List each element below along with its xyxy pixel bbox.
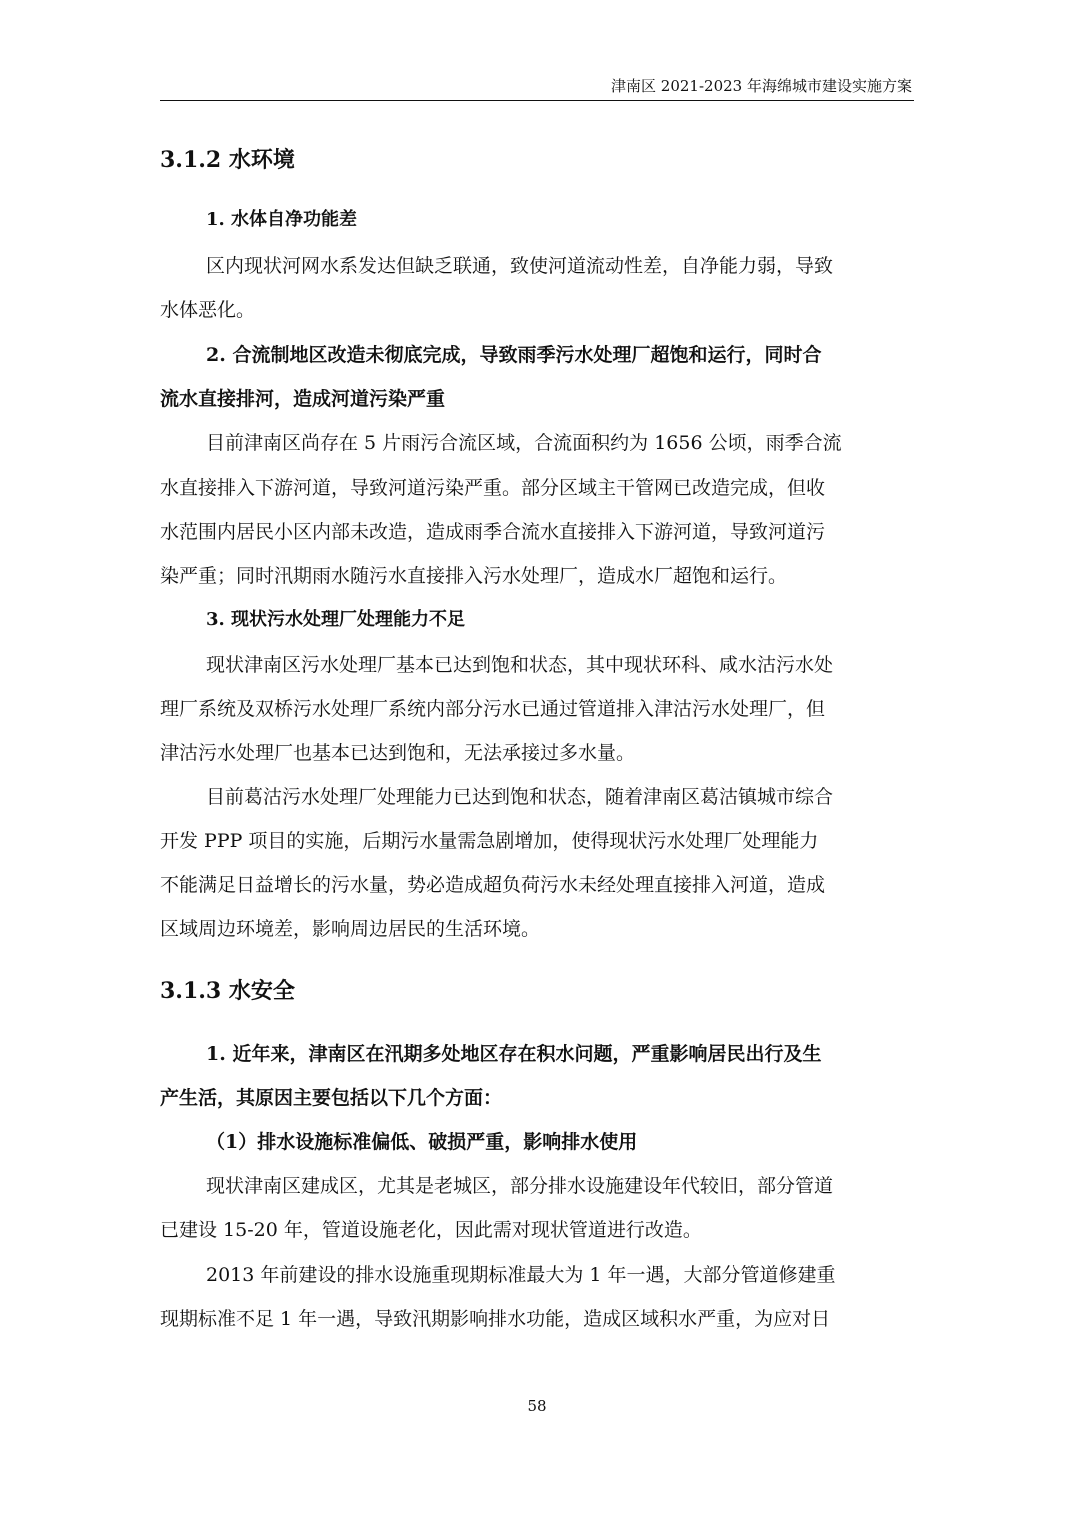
subheading-treatment-capacity: 3. 现状污水处理厂处理能力不足 bbox=[206, 609, 466, 630]
subheading-drainage-standard: （1）排水设施标准偏低、破损严重，影响排水使用 bbox=[206, 1131, 638, 1153]
paragraph-line: 已建设 15-20 年，管道设施老化，因此需对现状管道进行改造。 bbox=[160, 1219, 702, 1241]
header-title: 津南区 2021-2023 年海绵城市建设实施方案 bbox=[611, 77, 912, 95]
paragraph-line: 现期标准不足 1 年一遇，导致汛期影响排水功能，造成区域积水严重，为应对日 bbox=[160, 1308, 831, 1330]
paragraph-line: 现状津南区污水处理厂基本已达到饱和状态，其中现状环科、咸水沽污水处 bbox=[206, 654, 834, 676]
subheading-waterlogging: 1. 近年来，津南区在汛期多处地区存在积水问题，严重影响居民出行及生 bbox=[206, 1043, 822, 1065]
paragraph-line: 津沽污水处理厂也基本已达到饱和，无法承接过多水量。 bbox=[160, 742, 636, 764]
subheading-combined-sewer: 2. 合流制地区改造未彻底完成，导致雨季污水处理厂超饱和运行，同时合 bbox=[206, 344, 822, 366]
paragraph-line: 水体恶化。 bbox=[160, 299, 256, 321]
subheading-water-self-purification: 1. 水体自净功能差 bbox=[206, 209, 358, 230]
paragraph-line: 2013 年前建设的排水设施重现期标准最大为 1 年一遇，大部分管道修建重 bbox=[206, 1264, 836, 1286]
section-heading-3-1-2: 3.1.2 水环境 bbox=[160, 147, 295, 173]
paragraph-line: 目前津南区尚存在 5 片雨污合流区域，合流面积约为 1656 公顷，雨季合流 bbox=[206, 432, 842, 454]
paragraph-line: 理厂系统及双桥污水处理厂系统内部分污水已通过管道排入津沽污水处理厂，但 bbox=[160, 698, 826, 720]
page-header bbox=[160, 76, 914, 101]
section-heading-3-1-3: 3.1.3 水安全 bbox=[160, 978, 295, 1004]
page-number: 58 bbox=[527, 1397, 547, 1415]
paragraph-line: 区内现状河网水系发达但缺乏联通，致使河道流动性差，自净能力弱，导致 bbox=[206, 255, 834, 277]
paragraph-line: 染严重；同时汛期雨水随污水直接排入污水处理厂，造成水厂超饱和运行。 bbox=[160, 565, 788, 587]
subheading-combined-sewer-cont: 流水直接排河，造成河道污染严重 bbox=[160, 388, 446, 410]
paragraph-line: 不能满足日益增长的污水量，势必造成超负荷污水未经处理直接排入河道，造成 bbox=[160, 874, 826, 896]
paragraph-line: 现状津南区建成区，尤其是老城区，部分排水设施建设年代较旧，部分管道 bbox=[206, 1175, 834, 1197]
paragraph-line: 开发 PPP 项目的实施，后期污水量需急剧增加，使得现状污水处理厂处理能力 bbox=[160, 830, 819, 852]
paragraph-line: 水直接排入下游河道，导致河道污染严重。部分区域主干管网已改造完成，但收 bbox=[160, 477, 826, 499]
paragraph-line: 区域周边环境差，影响周边居民的生活环境。 bbox=[160, 918, 541, 940]
paragraph-line: 水范围内居民小区内部未改造，造成雨季合流水直接排入下游河道，导致河道污 bbox=[160, 521, 826, 543]
paragraph-line: 目前葛沽污水处理厂处理能力已达到饱和状态，随着津南区葛沽镇城市综合 bbox=[206, 786, 834, 808]
subheading-waterlogging-cont: 产生活，其原因主要包括以下几个方面： bbox=[160, 1087, 503, 1109]
